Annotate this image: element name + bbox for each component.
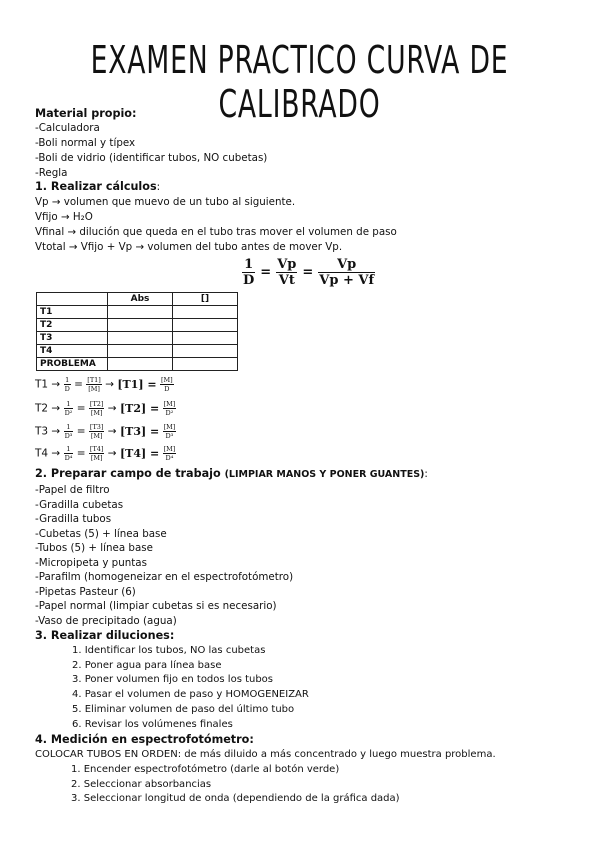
absorbance-table bbox=[36, 292, 238, 371]
material-item: -Boli de vidrio (identificar tubos, NO cubetas) bbox=[35, 152, 268, 164]
table-row bbox=[37, 332, 238, 345]
section2-item: -Vaso de precipitado (agua) bbox=[35, 615, 177, 627]
equation-t3: T3 → $\frac{1}{\text{D³}}$ = $\frac{[T3]}{[M]}$ → [T3] = $\frac{[M]}{\text{D³}}$ bbox=[35, 423, 176, 440]
section2-heading-caps: (LIMPIAR MANOS Y PONER GUANTES) bbox=[224, 469, 425, 480]
list-item: 1. Encender espectrofotómetro (darle al botón verde) bbox=[71, 764, 340, 775]
section1-line: Vfinal → dilución que queda en el tubo tras mover el volumen de paso bbox=[35, 226, 397, 238]
section1-line: Vtotal → Vfijo + Vp → volumen del tubo antes de mover Vp. bbox=[35, 241, 343, 253]
section1-colon: : bbox=[156, 181, 161, 193]
row-label: T4 bbox=[37, 345, 108, 358]
list-item: 5. Eliminar volumen de paso del último tubo bbox=[72, 703, 295, 715]
section4-intro: COLOCAR TUBOS EN ORDEN: de más diluido a más concentrado y luego muestra problema. bbox=[35, 749, 496, 760]
formula-fraction: $\frac{Vp}{Vt}$ bbox=[277, 257, 297, 288]
section4-list bbox=[71, 763, 400, 807]
table-row bbox=[37, 345, 238, 358]
formula-fraction: $\frac{Vp}{Vp + Vf}$ bbox=[319, 257, 375, 288]
section2-item: -Cubetas (5) + línea base bbox=[35, 528, 167, 540]
table-row bbox=[37, 306, 238, 319]
material-heading: Material propio: bbox=[35, 107, 137, 120]
list-item: 6. Revisar los volúmenes finales bbox=[72, 718, 233, 730]
section2-heading-line bbox=[35, 467, 428, 482]
list-item: 2. Seleccionar absorbancias bbox=[71, 778, 212, 790]
section2-item: -Papel de filtro bbox=[35, 484, 110, 496]
document-title: EXAMEN PRACTICO CURVA DE CALIBRADO bbox=[90, 38, 509, 126]
list-item: 3. Seleccionar longitud de onda (dependiendo de la gráfica dada) bbox=[71, 793, 400, 805]
section2-item: -Papel normal (limpiar cubetas si es necesario) bbox=[35, 600, 277, 612]
material-item: -Calculadora bbox=[35, 122, 100, 134]
table-header-cell: Abs bbox=[108, 293, 173, 306]
section1-line: Vfijo → H₂O bbox=[35, 211, 93, 223]
table-header-cell: [] bbox=[173, 293, 238, 306]
row-label: PROBLEMA bbox=[37, 358, 108, 371]
section3-list bbox=[72, 644, 309, 732]
row-label: T2 bbox=[37, 319, 108, 332]
list-item: 4. Pasar el volumen de paso y HOMOGENEIZAR bbox=[72, 689, 309, 701]
material-item: -Regla bbox=[35, 167, 68, 179]
list-item: 1. Identificar los tubos, NO las cubetas bbox=[72, 645, 266, 656]
table-row bbox=[37, 358, 238, 371]
section2-item: -Gradilla tubos bbox=[35, 513, 112, 525]
list-item: 3. Poner volumen fijo en todos los tubos bbox=[72, 674, 274, 686]
material-item: -Boli normal y típex bbox=[35, 137, 136, 149]
section4-heading: 4. Medición en espectrofotómetro: bbox=[35, 733, 254, 746]
formula-fraction: $\frac{1}{D}$ bbox=[243, 257, 255, 288]
section2-colon: : bbox=[424, 468, 428, 480]
section2-heading: 2. Preparar campo de trabajo bbox=[35, 467, 225, 480]
table-row bbox=[37, 319, 238, 332]
list-item: 2. Poner agua para línea base bbox=[72, 659, 222, 671]
section1-heading-line bbox=[35, 180, 160, 194]
table-header-row bbox=[37, 293, 238, 306]
section2-item: -Micropipeta y puntas bbox=[35, 557, 147, 569]
section2-item: -Pipetas Pasteur (6) bbox=[35, 586, 136, 598]
section1-line: Vp → volumen que muevo de un tubo al siguiente. bbox=[35, 196, 296, 208]
equation-t4: T4 → $\frac{1}{\text{D⁴}}$ = $\frac{[T4]}{[M]}$ → [T4] = $\frac{[M]}{\text{D⁴}}$ bbox=[35, 445, 176, 462]
section2-item: -Parafilm (homogeneizar en el espectrofotómetro) bbox=[35, 571, 294, 583]
section2-item: -Tubos (5) + línea base bbox=[35, 542, 153, 554]
row-label: T3 bbox=[37, 332, 108, 345]
section2-item: -Gradilla cubetas bbox=[35, 499, 124, 511]
row-label: T1 bbox=[37, 306, 108, 319]
section3-heading: 3. Realizar diluciones: bbox=[35, 629, 175, 642]
equation-t2: T2 → $\frac{1}{\text{D²}}$ = $\frac{[T2]}{[M]}$ → [T2] = $\frac{[M]}{\text{D²}}$ bbox=[35, 400, 176, 417]
table-header-cell bbox=[37, 293, 108, 306]
section1-heading: 1. Realizar cálculos bbox=[35, 180, 157, 193]
dilution-formula: $\frac{1}{D}$ = $\frac{Vp}{Vt}$ = $\frac{Vp}{Vp + Vf}$ bbox=[243, 257, 375, 288]
equation-t1: T1 → $\frac{1}{D}$ = $\frac{[T1]}{[M]}$ → [T1] = $\frac{[M]}{D}$ bbox=[35, 376, 173, 393]
